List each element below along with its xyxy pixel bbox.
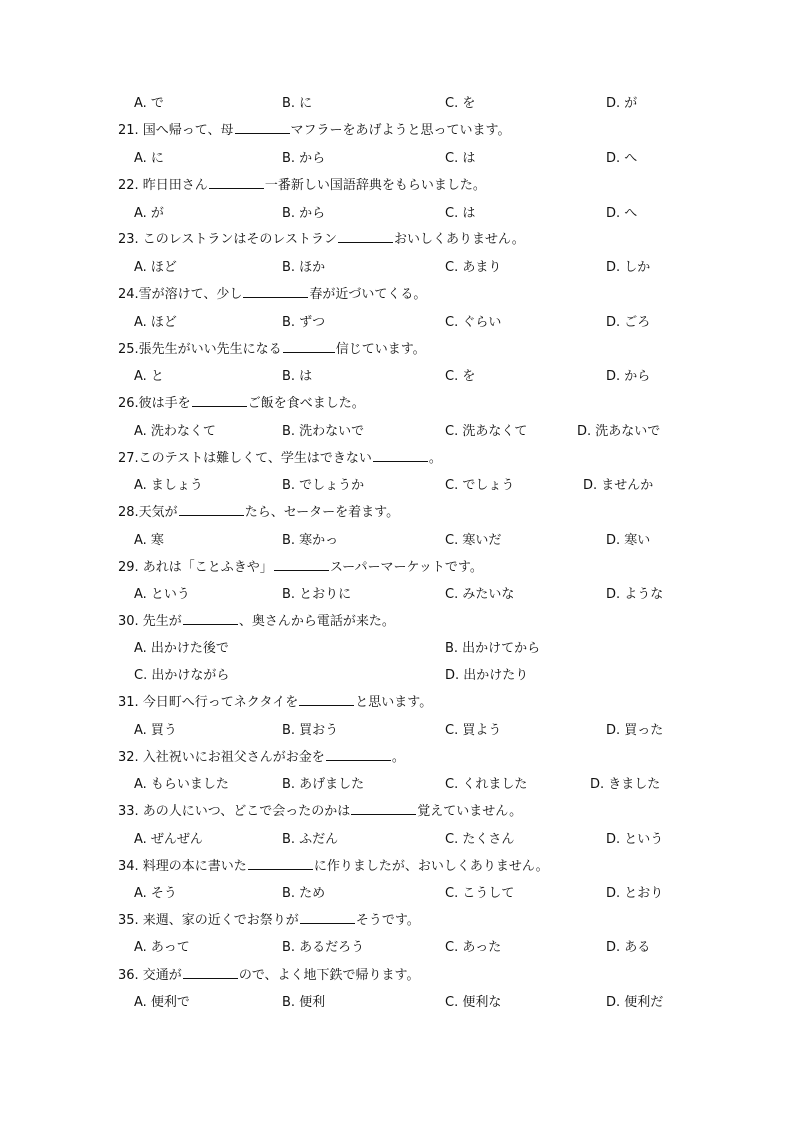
option-c[interactable]: C. 洗あなくて <box>445 424 528 439</box>
options-row <box>0 94 794 114</box>
options-row <box>0 775 794 795</box>
option-d[interactable]: D. から <box>606 369 651 384</box>
question-text: 覚えていません。 <box>417 804 523 819</box>
question-27 <box>118 449 442 469</box>
option-d[interactable]: D. ある <box>606 940 651 955</box>
question-text: 春が近づいてくる。 <box>309 287 427 302</box>
options-row <box>0 258 794 278</box>
options-row <box>0 639 794 659</box>
question-29 <box>118 558 483 578</box>
option-d[interactable]: D. が <box>606 96 638 111</box>
option-c[interactable]: C. を <box>445 369 476 384</box>
question-text: そうです。 <box>355 913 420 928</box>
question-text: 23. このレストランはそのレストラン <box>118 232 338 247</box>
question-text: 28.天気が <box>118 505 178 520</box>
option-d[interactable]: D. 出かけたり <box>445 668 529 683</box>
option-a[interactable]: A. そう <box>134 886 177 901</box>
option-c[interactable]: C. でしょう <box>445 478 515 493</box>
option-a[interactable]: A. に <box>134 151 164 166</box>
option-a[interactable]: A. 寒 <box>134 533 164 548</box>
question-text: 信じています。 <box>335 342 426 357</box>
option-a[interactable]: A. ましょう <box>134 478 203 493</box>
option-a[interactable]: A. 買う <box>134 723 177 738</box>
question-text: 。 <box>391 750 405 765</box>
option-b[interactable]: B. でしょうか <box>282 478 365 493</box>
answer-blank <box>235 121 290 134</box>
options-row <box>0 476 794 496</box>
option-d[interactable]: D. へ <box>606 151 638 166</box>
option-b[interactable]: B. から <box>282 206 326 221</box>
option-a[interactable]: A. ほど <box>134 260 177 275</box>
question-text: と思います。 <box>355 695 433 710</box>
options-row <box>0 666 794 686</box>
question-21 <box>118 121 511 141</box>
option-d[interactable]: D. へ <box>606 206 638 221</box>
answer-blank <box>351 802 416 815</box>
options-row <box>0 531 794 551</box>
option-a[interactable]: A. もらいました <box>134 777 229 792</box>
answer-blank <box>179 503 244 516</box>
option-b[interactable]: B. は <box>282 369 313 384</box>
option-c[interactable]: C. こうして <box>445 886 515 901</box>
question-text: 一番新しい国語辞典をもらいました。 <box>264 178 486 193</box>
options-row <box>0 313 794 333</box>
answer-blank <box>274 558 329 571</box>
option-d[interactable]: D. ごろ <box>606 315 651 330</box>
question-text: たら、セーターを着ます。 <box>244 505 400 520</box>
option-c[interactable]: C. あった <box>445 940 502 955</box>
question-text: 26.彼は手を <box>118 396 191 411</box>
options-row <box>0 721 794 741</box>
option-b[interactable]: B. 便利 <box>282 995 326 1010</box>
option-a[interactable]: A. ほど <box>134 315 177 330</box>
question-text: 35. 来週、家の近くでお祭りが <box>118 913 299 928</box>
question-text: 、奥さんから電話が来た。 <box>238 614 395 629</box>
option-c[interactable]: C. くれました <box>445 777 528 792</box>
option-b[interactable]: B. に <box>282 96 313 111</box>
answer-blank <box>283 340 335 353</box>
option-d[interactable]: D. という <box>606 832 664 847</box>
question-text: 27.このテストは難しくて、学生はできない <box>118 451 372 466</box>
question-text: に作りましたが、おいしくありません。 <box>313 859 549 874</box>
option-c[interactable]: C. みたいな <box>445 587 515 602</box>
option-c[interactable]: C. たくさん <box>445 832 515 847</box>
option-a[interactable]: A. で <box>134 96 164 111</box>
question-28 <box>118 503 399 523</box>
answer-blank <box>243 285 308 298</box>
option-d[interactable]: D. 洗あないで <box>577 424 661 439</box>
question-24 <box>118 285 426 305</box>
options-row <box>0 884 794 904</box>
option-c[interactable]: C. 寒いだ <box>445 533 502 548</box>
question-35 <box>118 911 420 931</box>
option-a[interactable]: A. ぜんぜん <box>134 832 203 847</box>
answer-blank <box>326 748 391 761</box>
question-25 <box>118 340 426 360</box>
option-d[interactable]: D. 寒い <box>606 533 651 548</box>
option-b[interactable]: B. ずつ <box>282 315 326 330</box>
answer-blank <box>338 230 393 243</box>
options-row <box>0 585 794 605</box>
option-b[interactable]: B. あるだろう <box>282 940 365 955</box>
option-b[interactable]: B. 買おう <box>282 723 339 738</box>
question-text: スーパーマーケットです。 <box>329 560 483 575</box>
question-22 <box>118 176 486 196</box>
option-b[interactable]: B. から <box>282 151 326 166</box>
question-text: 34. 料理の本に書いた <box>118 859 247 874</box>
option-b[interactable]: B. 出かけてから <box>445 641 541 656</box>
question-text: 。 <box>428 451 442 466</box>
options-row <box>0 422 794 442</box>
option-a[interactable]: A. が <box>134 206 164 221</box>
option-b[interactable]: B. あげました <box>282 777 365 792</box>
option-d[interactable]: D. 買った <box>606 723 664 738</box>
option-a[interactable]: A. と <box>134 369 164 384</box>
option-d[interactable]: D. しか <box>606 260 651 275</box>
option-c[interactable]: C. 便利な <box>445 995 502 1010</box>
option-c[interactable]: C. を <box>445 96 476 111</box>
options-row <box>0 149 794 169</box>
option-b[interactable]: B. ふだん <box>282 832 339 847</box>
option-c[interactable]: C. 出かけながら <box>134 668 230 683</box>
question-30 <box>118 612 395 632</box>
question-text: 30. 先生が <box>118 614 182 629</box>
question-text: 29. あれは「ことふきや」 <box>118 560 273 575</box>
question-text: 25.張先生がいい先生になる <box>118 342 282 357</box>
option-c[interactable]: C. 買よう <box>445 723 502 738</box>
question-text: 33. あの人にいつ、どこで会ったのかは <box>118 804 351 819</box>
answer-blank <box>183 612 238 625</box>
question-23 <box>118 230 525 250</box>
option-a[interactable]: A. という <box>134 587 190 602</box>
question-31 <box>118 693 432 713</box>
answer-blank <box>192 394 247 407</box>
answer-blank <box>299 693 354 706</box>
option-b[interactable]: B. 洗わないで <box>282 424 365 439</box>
question-26 <box>118 394 365 414</box>
option-d[interactable]: D. とおり <box>606 886 664 901</box>
question-text: 31. 今日町へ行ってネクタイを <box>118 695 299 710</box>
question-text: ご飯を食べました。 <box>247 396 365 411</box>
options-row <box>0 993 794 1013</box>
question-text: 21. 国へ帰って、母 <box>118 123 234 138</box>
option-d[interactable]: D. ような <box>606 587 664 602</box>
option-d[interactable]: D. ませんか <box>583 478 654 493</box>
options-row <box>0 830 794 850</box>
option-a[interactable]: A. 洗わなくて <box>134 424 216 439</box>
options-row <box>0 938 794 958</box>
option-a[interactable]: A. あって <box>134 940 190 955</box>
question-34 <box>118 857 549 877</box>
option-b[interactable]: B. ほか <box>282 260 326 275</box>
question-text: 22. 昨日田さん <box>118 178 208 193</box>
option-b[interactable]: B. とおりに <box>282 587 352 602</box>
option-a[interactable]: A. 出かけた後で <box>134 641 229 656</box>
answer-blank <box>373 449 428 462</box>
question-text: マフラーをあげようと思っています。 <box>290 123 511 138</box>
answer-blank <box>209 176 264 189</box>
answer-blank <box>248 857 313 870</box>
option-c[interactable]: C. あまり <box>445 260 502 275</box>
option-c[interactable]: C. は <box>445 151 476 166</box>
question-text: おいしくありません。 <box>394 232 525 247</box>
question-32 <box>118 748 405 768</box>
options-row <box>0 204 794 224</box>
option-c[interactable]: C. は <box>445 206 476 221</box>
answer-blank <box>300 911 355 924</box>
question-text: ので、よく地下鉄で帰ります。 <box>238 968 420 983</box>
options-row <box>0 367 794 387</box>
option-d[interactable]: D. きました <box>590 777 661 792</box>
question-36 <box>118 966 420 986</box>
question-33 <box>118 802 522 822</box>
option-d[interactable]: D. 便利だ <box>606 995 664 1010</box>
option-b[interactable]: B. 寒かっ <box>282 533 339 548</box>
option-b[interactable]: B. ため <box>282 886 326 901</box>
answer-blank <box>183 966 238 979</box>
question-text: 24.雪が溶けて、少し <box>118 287 243 302</box>
question-text: 32. 入社祝いにお祖父さんがお金を <box>118 750 325 765</box>
option-c[interactable]: C. ぐらい <box>445 315 502 330</box>
option-a[interactable]: A. 便利で <box>134 995 190 1010</box>
question-text: 36. 交通が <box>118 968 182 983</box>
